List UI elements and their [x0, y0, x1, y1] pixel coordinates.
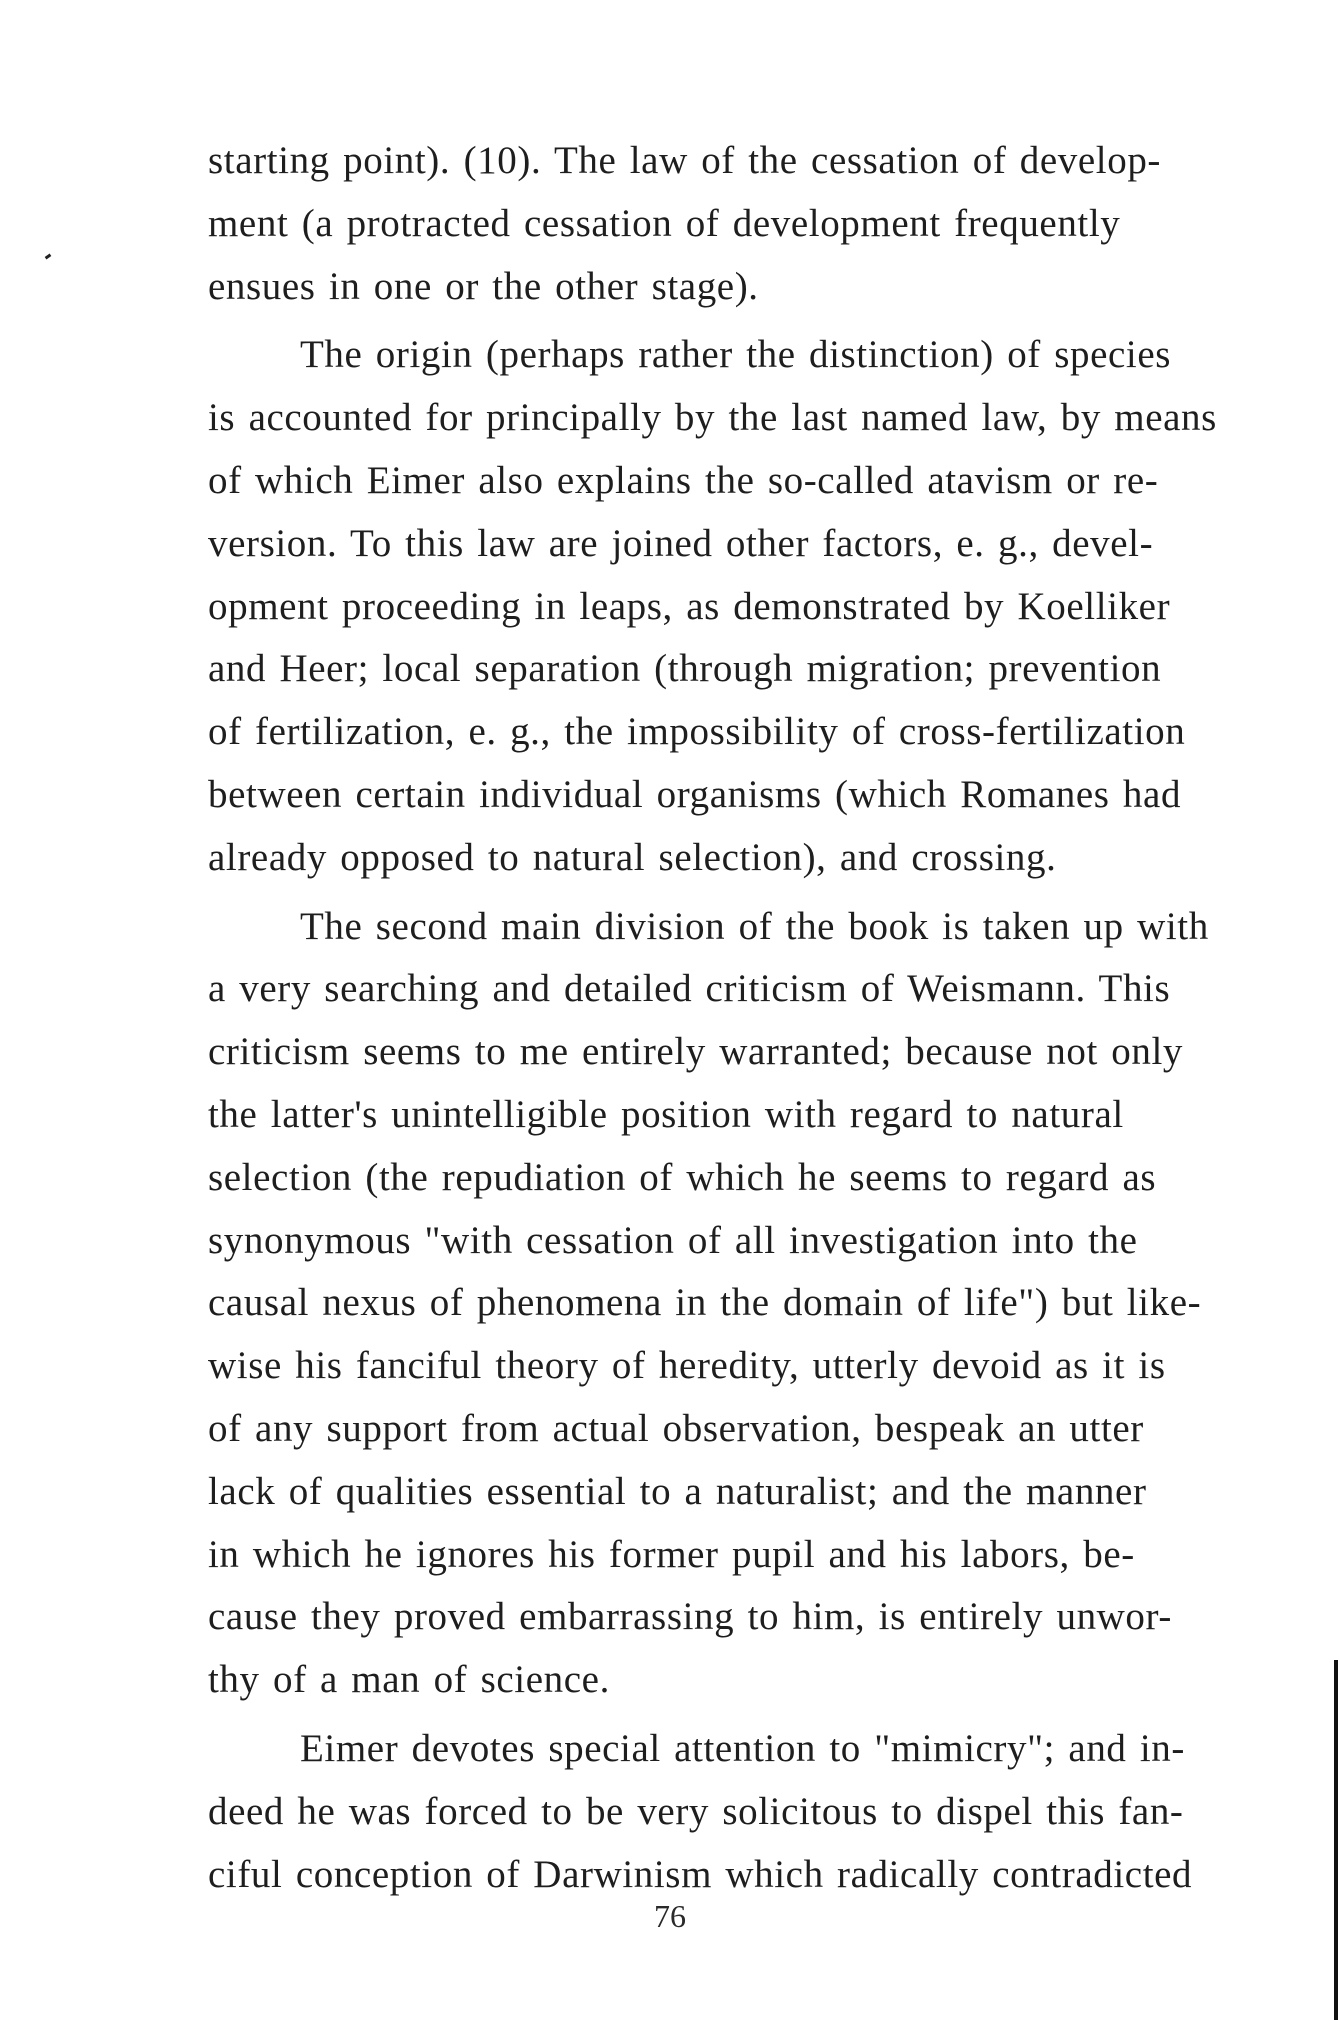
text-line: starting point). (10). The law of the cessation of develop- [208, 139, 1162, 182]
text-line: thy of a man of science. [208, 1658, 610, 1702]
text-line: of any support from actual observation, bespeak an utter [208, 1406, 1144, 1450]
ink-speck [45, 254, 52, 260]
paragraph [208, 1718, 1318, 1906]
paragraph [208, 130, 1318, 318]
text-line: between certain individual organisms (which Romanes had [208, 772, 1182, 816]
page-number: 76 [654, 1898, 686, 1934]
paragraph [208, 896, 1318, 1712]
text-line: criticism seems to me entirely warranted; because not only [208, 1030, 1183, 1074]
text-line: opment proceeding in leaps, as demonstrated by Koelliker [208, 584, 1171, 628]
text-line: deed he was forced to be very solicitous to dispel this fan- [208, 1789, 1184, 1833]
text-line: and Heer; local separation (through migration; prevention [208, 647, 1162, 691]
text-line: ensues in one or the other stage). [208, 264, 759, 308]
text-line: ment (a protracted cessation of development frequently [208, 201, 1121, 245]
text-line: lack of qualities essential to a naturalist; and the manner [208, 1469, 1147, 1513]
text-line: already opposed to natural selection), and crossing. [208, 835, 1057, 879]
text-line: in which he ignores his former pupil and his labors, be- [208, 1532, 1135, 1576]
text-line: cause they proved embarrassing to him, is entirely unwor- [208, 1595, 1172, 1639]
text-line: causal nexus of phenomena in the domain of life") but like- [208, 1281, 1202, 1325]
body-text [208, 130, 1318, 1906]
paragraph [208, 324, 1318, 889]
text-line: synonymous "with cessation of all investigation into the [208, 1218, 1138, 1262]
text-line: Eimer devotes special attention to "mimicry"; and in- [300, 1726, 1185, 1770]
text-line: the latter's unintelligible position with regard to natural [208, 1092, 1124, 1136]
text-line: is accounted for principally by the last named law, by means [208, 396, 1217, 440]
text-line: of fertilization, e. g., the impossibility of cross-fertilization [208, 710, 1186, 754]
scan-edge-shadow [1334, 1660, 1338, 2020]
text-line: selection (the repudiation of which he seems to regard as [208, 1155, 1157, 1199]
text-line: version. To this law are joined other factors, e. g., devel- [208, 521, 1154, 565]
text-line: The origin (perhaps rather the distinction) of species [300, 333, 1172, 377]
text-line: ciful conception of Darwinism which radically contradicted [208, 1852, 1193, 1896]
text-line: The second main division of the book is taken up with [300, 904, 1209, 948]
text-line: wise his fanciful theory of heredity, utterly devoid as it is [208, 1344, 1166, 1388]
text-line: of which Eimer also explains the so-called atavism or re- [208, 458, 1159, 502]
text-line: a very searching and detailed criticism of Weismann. This [208, 967, 1171, 1011]
